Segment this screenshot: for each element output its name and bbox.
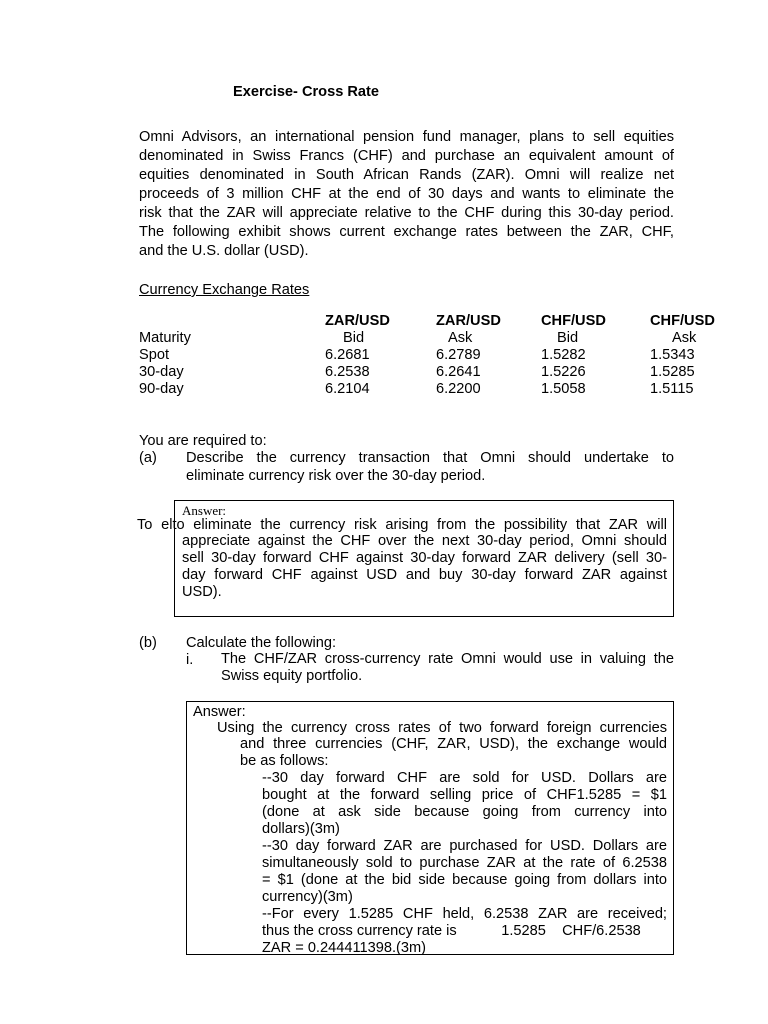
table-row	[139, 381, 752, 398]
table-header-cell: CHF/USD	[650, 313, 715, 329]
answer-a-first-line: To elto eliminate the currency risk arising from the possibility that ZAR will	[137, 517, 667, 533]
table-subheader-row	[139, 330, 752, 347]
part-b-sub-question	[221, 651, 674, 685]
intro-line: proceeds of 3 million CHF at the end of 30 days and wants to eliminate the	[139, 186, 674, 202]
part-b-question: Calculate the following:	[186, 635, 337, 651]
table-cell: 1.5115	[650, 381, 694, 397]
intro-line: equities denominated in South African Rands (ZAR). Omni will realize net	[139, 167, 674, 183]
table-subheader-cell: Ask	[448, 330, 473, 346]
answer-line: USD).	[182, 584, 222, 600]
intro-line: Omni Advisors, an international pension fund manager, plans to sell equities	[139, 129, 674, 145]
table-cell: 6.2681	[325, 347, 370, 363]
answer-a-text	[182, 533, 667, 601]
question-line: Swiss equity portfolio.	[221, 668, 363, 684]
table-header-cell: CHF/USD	[541, 313, 606, 329]
answer-b-text	[240, 736, 667, 770]
table-header-cell: ZAR/USD	[325, 313, 390, 329]
answer-b-line: Using the currency cross rates of two forward foreign currencies	[217, 720, 667, 736]
table-subheader-cell: Bid	[343, 330, 365, 346]
table-cell: 1.5343	[650, 347, 695, 363]
answer-line: appreciate against the CHF over the next 30-day period, Omni should	[182, 533, 667, 549]
table-header-cell	[139, 313, 325, 330]
page-title: Exercise- Cross Rate	[233, 84, 380, 100]
part-b-label: (b)	[139, 635, 157, 651]
table-cell: 6.2789	[436, 347, 481, 363]
required-intro: You are required to:	[139, 433, 267, 449]
exchange-rates-table	[139, 313, 752, 398]
question-line: The CHF/ZAR cross-currency rate Omni would use in valuing the	[221, 651, 674, 667]
table-cell: 6.2641	[436, 364, 481, 380]
intro-line: The following exhibit shows current exchange rates between the ZAR, CHF,	[139, 224, 674, 240]
table-cell: 6.2538	[325, 364, 370, 380]
answer-line: bought at the forward selling price of CHF1.5285 = $1	[262, 787, 667, 803]
table-cell: 90-day	[139, 381, 184, 397]
table-cell: 6.2104	[325, 381, 370, 397]
table-header-row	[139, 313, 752, 330]
answer-line: ZAR = 0.244411398.(3m)	[262, 940, 427, 956]
table-cell: 6.2200	[436, 381, 481, 397]
table-cell: 1.5285	[650, 364, 695, 380]
answer-line: --30 day forward ZAR are purchased for USD. Dollars are	[262, 838, 667, 854]
table-subheader-cell: Maturity	[139, 330, 191, 346]
table-cell: 1.5058	[541, 381, 586, 397]
answer-line: currency)(3m)	[262, 889, 353, 905]
answer-line: = $1 (done at the bid side because going from dollars into	[262, 872, 667, 888]
part-b-sub-label: i.	[186, 652, 194, 668]
answer-b-label: Answer:	[193, 704, 246, 720]
table-cell: 1.5226	[541, 364, 586, 380]
answer-b-steps	[262, 770, 667, 957]
answer-line: --30 day forward CHF are sold for USD. Dollars are	[262, 770, 667, 786]
table-cell: Spot	[139, 347, 170, 363]
intro-line: and the U.S. dollar (USD).	[139, 243, 309, 259]
exchange-rates-heading: Currency Exchange Rates	[139, 282, 310, 298]
table-header-cell: ZAR/USD	[436, 313, 501, 329]
question-line: eliminate currency risk over the 30-day period.	[186, 468, 486, 484]
table-row	[139, 364, 752, 381]
answer-line: thus the cross currency rate is 1.5285 CHF/6.2538	[262, 923, 641, 939]
intro-paragraph	[139, 128, 674, 261]
part-a-question	[186, 449, 674, 485]
part-a-label: (a)	[139, 450, 157, 466]
table-row	[139, 347, 752, 364]
table-cell: 30-day	[139, 364, 184, 380]
answer-line: (done at ask side because going from currency into	[262, 804, 667, 820]
answer-line: simultaneously sold to purchase ZAR at the rate of 6.2538	[262, 855, 667, 871]
answer-line: sell 30-day forward CHF against 30-day forward ZAR delivery (sell 30-	[182, 550, 667, 566]
intro-line: denominated in Swiss Francs (CHF) and purchase an equivalent amount of	[139, 148, 674, 164]
answer-line: --For every 1.5285 CHF held, 6.2538 ZAR are received;	[262, 906, 667, 922]
answer-line: be as follows:	[240, 753, 329, 769]
table-subheader-cell: Ask	[672, 330, 697, 346]
answer-line: and three currencies (CHF, ZAR, USD), the exchange would	[240, 736, 667, 752]
intro-line: risk that the ZAR will appreciate relative to the CHF during this 30-day period.	[139, 205, 674, 221]
answer-line: day forward CHF against USD and buy 30-day forward ZAR against	[182, 567, 667, 583]
table-cell: 1.5282	[541, 347, 586, 363]
answer-line: dollars)(3m)	[262, 821, 340, 837]
question-line: Describe the currency transaction that Omni should undertake to	[186, 450, 674, 466]
table-subheader-cell: Bid	[557, 330, 579, 346]
answer-a-label: Answer:	[182, 503, 227, 518]
